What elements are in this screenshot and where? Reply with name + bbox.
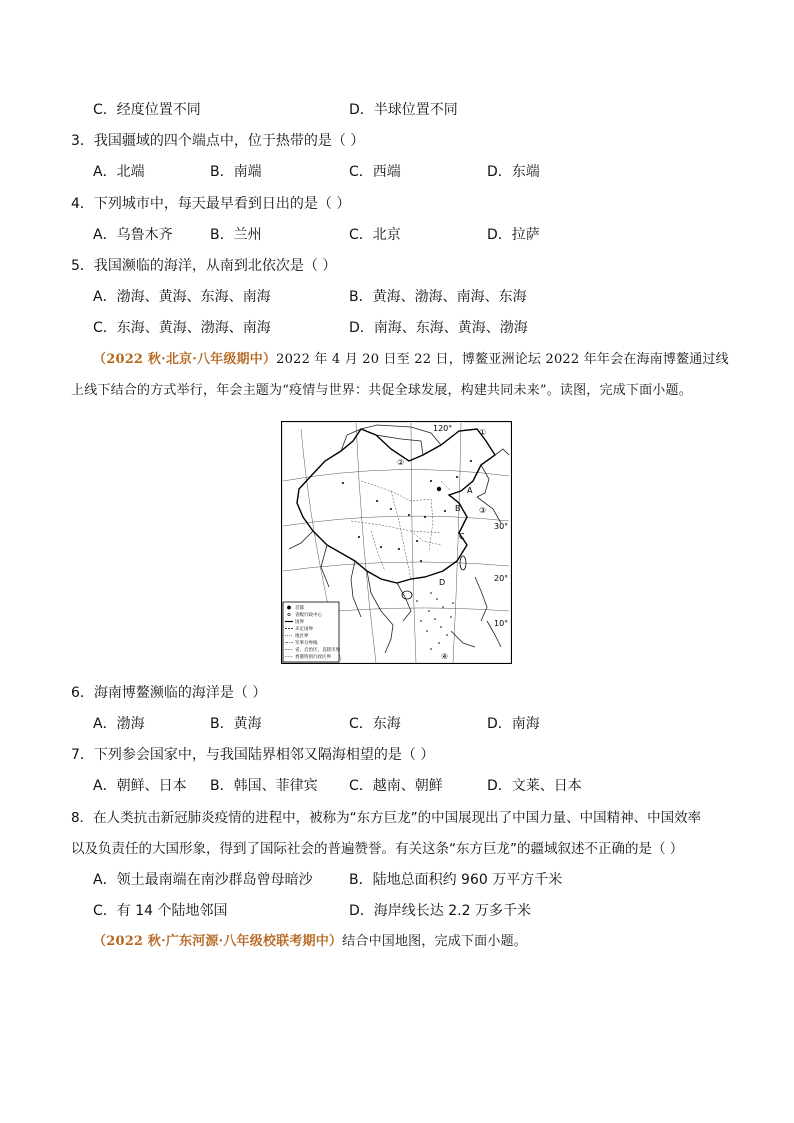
q3-option-b: B．南端 <box>210 164 262 180</box>
q3-stem: 3．我国疆域的四个端点中，位于热带的是（ ） <box>71 133 365 149</box>
capital-marker <box>437 487 441 491</box>
q8-stem-line-2: 以及负责任的大国形象，得到了国际社会的普遍赞誉。有关这条“东方巨龙”的疆域叙述不正确的是（ ） <box>71 841 684 857</box>
q5-option-a: A．渤海、黄海、东海、南海 <box>93 289 271 305</box>
q6-option-a: A．渤海 <box>93 716 145 732</box>
q8-option-d: D．海岸线长达 2.2 万多千米 <box>349 903 531 919</box>
q7-option-b: B．韩国、菲律宾 <box>210 778 318 794</box>
q5-stem: 5．我国濒临的海洋，从南到北依次是（ ） <box>71 258 337 274</box>
label-20: 20° <box>494 574 509 583</box>
legend-2: 国界 <box>295 620 304 625</box>
q5-option-b: B．黄海、渤海、南海、东海 <box>349 289 527 305</box>
q6-option-d: D．南海 <box>487 716 540 732</box>
legend-6: 省、自治区、直辖市界 <box>295 648 340 653</box>
q7-option-d: D．文莱、日本 <box>487 778 582 794</box>
q8-option-b: B．陆地总面积约 960 万平方千米 <box>349 872 563 888</box>
q2-option-d: D．半球位置不同 <box>349 102 458 118</box>
intro-1-text-2: 上线下结合的方式举行，年会主题为“疫情与世界：共促全球发展，构建共同未来”。读图，完成下面小题。 <box>71 383 692 398</box>
legend-0: 首都 <box>295 606 304 611</box>
q8-stem-line-1: 8．在人类抗击新冠肺炎疫情的进程中，被称为“东方巨龙”的中国展现出了中国力量、中国精神、中国效率 <box>71 810 702 826</box>
q3-option-c: C．西端 <box>349 164 401 180</box>
q6-option-b: B．黄海 <box>210 716 262 732</box>
label-D: D <box>439 578 446 587</box>
q4-option-d: D．拉萨 <box>487 227 540 243</box>
label-circle-3: ③ <box>479 506 487 515</box>
q7-option-a: A．朝鲜、日本 <box>93 778 187 794</box>
label-C: C <box>459 532 465 541</box>
intro-2-text: 结合中国地图，完成下面小题。 <box>342 934 527 949</box>
intro-1-text-1: 2022 年 4 月 20 日至 22 日，博鳌亚洲论坛 2022 年年会在海南博鳌通过线 <box>276 352 729 367</box>
legend-3: 未定国界 <box>295 627 313 632</box>
q4-option-c: C．北京 <box>349 227 401 243</box>
china-map <box>281 421 512 664</box>
legend-7: 香港特别行政区界 <box>295 655 331 660</box>
label-10: 10° <box>494 619 509 628</box>
label-circle-1: ① <box>479 428 487 437</box>
label-120: 120° <box>433 424 453 433</box>
q6-stem: 6．海南博鳌濒临的海洋是（ ） <box>71 685 267 701</box>
q4-stem: 4．下列城市中，每天最早看到日出的是（ ） <box>71 196 351 212</box>
q8-option-c: C．有 14 个陆地邻国 <box>93 903 228 919</box>
q8-option-a: A．领土最南端在南沙群岛曾母暗沙 <box>93 872 313 888</box>
intro-1-line-1 <box>93 351 729 369</box>
q4-option-b: B．兰州 <box>210 227 262 243</box>
q4-option-a: A．乌鲁木齐 <box>93 227 173 243</box>
label-30: 30° <box>494 522 509 531</box>
intro-2 <box>93 933 527 951</box>
intro-2-source: （2022 秋·广东河源·八年级校联考期中） <box>93 934 343 949</box>
label-circle-4: ④ <box>441 652 449 661</box>
q5-option-c: C．东海、黄海、渤海、南海 <box>93 320 271 336</box>
legend-1: 省级行政中心 <box>295 613 322 618</box>
q5-option-d: D．南海、东海、黄海、渤海 <box>349 320 528 336</box>
map-legend <box>283 602 340 662</box>
label-B: B <box>455 504 461 513</box>
q7-option-c: C．越南、朝鲜 <box>349 778 443 794</box>
q3-option-a: A．北端 <box>93 164 145 180</box>
q2-option-c: C．经度位置不同 <box>93 102 201 118</box>
q7-stem: 7．下列参会国家中，与我国陆界相邻又隔海相望的是（ ） <box>71 747 435 763</box>
intro-1-source: （2022 秋·北京·八年级期中） <box>93 352 277 367</box>
label-circle-2: ② <box>397 458 405 467</box>
label-A: A <box>467 486 473 495</box>
q3-option-d: D．东端 <box>487 164 540 180</box>
q6-option-c: C．东海 <box>349 716 401 732</box>
legend-4: 地区界 <box>295 634 309 639</box>
legend-5: 军事分界线 <box>295 641 318 646</box>
